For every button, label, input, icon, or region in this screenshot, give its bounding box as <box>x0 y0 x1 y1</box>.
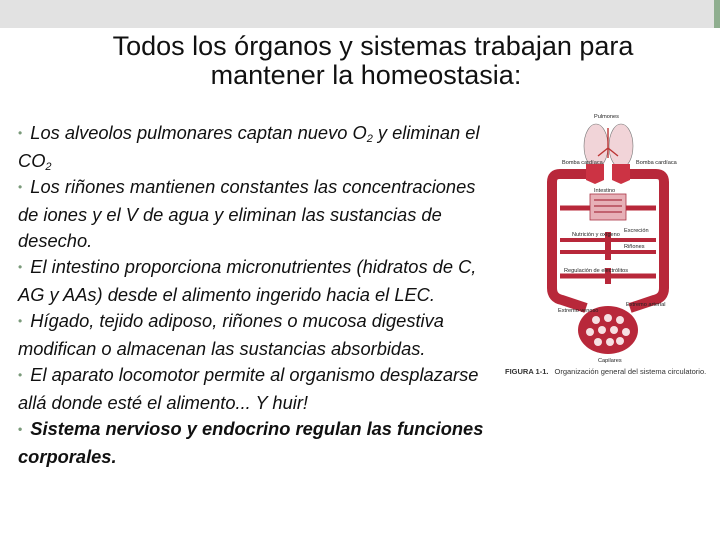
label-bomba-der: Bomba cardíaca <box>636 160 677 166</box>
bullet-dot: • <box>18 314 23 328</box>
bullet-dot: • <box>18 126 23 140</box>
left-heart-pump-icon <box>586 164 604 184</box>
intestine-icon <box>590 194 626 220</box>
figure-caption-text: Organización general del sistema circulatorio. <box>554 367 707 376</box>
subscript: 2 <box>45 161 52 173</box>
bullet-text: El aparato locomotor permite al organismo desplazarse allá donde esté el alimento... Y huir! <box>18 364 479 413</box>
right-heart-pump-icon <box>612 164 630 184</box>
label-nutricion: Nutrición y oxígeno <box>572 232 620 238</box>
circulatory-diagram <box>500 108 714 384</box>
figure-number: FIGURA 1-1. <box>505 367 549 376</box>
label-capilares: Capilares <box>598 358 622 364</box>
bullet-text: Los riñones mantienen constantes las concentraciones de iones y el V de agua y eliminan las sustancias de desecho. <box>18 176 476 251</box>
label-rinones: Riñones <box>624 244 645 250</box>
label-extremo-venoso: Extremo venoso <box>558 308 599 314</box>
bullet-item <box>18 254 488 308</box>
figure-caption <box>505 367 717 376</box>
bullet-dot: • <box>18 260 23 274</box>
bullet-text: Sistema nervioso y endocrino regulan las funciones corporales. <box>18 418 484 467</box>
slide-top-bar <box>0 0 720 28</box>
bullet-dot: • <box>18 422 23 436</box>
label-bomba-izq: Bomba cardíaca <box>562 160 603 166</box>
subscript: 2 <box>366 133 373 145</box>
bullet-text: Los alveolos pulmonares captan nuevo O <box>30 122 367 143</box>
label-extremo-arterial: Extremo arterial <box>626 302 666 308</box>
label-pulmones: Pulmones <box>594 114 619 120</box>
slide-title-line-2: mantener la homeostasia: <box>210 60 522 90</box>
bullet-item <box>18 174 488 254</box>
label-regulacion: Regulación de electrólitos <box>564 268 629 274</box>
bullet-text: El intestino proporciona micronutrientes (hidratos de C, AG y AAs) desde el alimento ingerido hacia el LEC. <box>18 256 477 305</box>
bullet-text: y eliminan el CO <box>18 122 480 171</box>
bullet-item <box>18 416 488 470</box>
bullet-dot: • <box>18 368 23 382</box>
bullet-dot: • <box>18 180 23 194</box>
slide-title <box>0 32 720 90</box>
bullet-item <box>18 120 488 174</box>
top-bar-accent <box>714 0 720 28</box>
label-excrecion: Excreción <box>624 228 649 234</box>
bullet-item <box>18 362 488 416</box>
bullet-list <box>18 120 488 470</box>
circulatory-system-figure <box>500 108 714 384</box>
bullet-text: Hígado, tejido adiposo, riñones o mucosa digestiva modifican o almacenan las sustancias absorbidas. <box>18 310 444 359</box>
bullet-item <box>18 308 488 362</box>
label-intestino: Intestino <box>594 188 616 194</box>
slide-title-line-1: Todos los órganos y sistemas trabajan para <box>112 31 634 61</box>
